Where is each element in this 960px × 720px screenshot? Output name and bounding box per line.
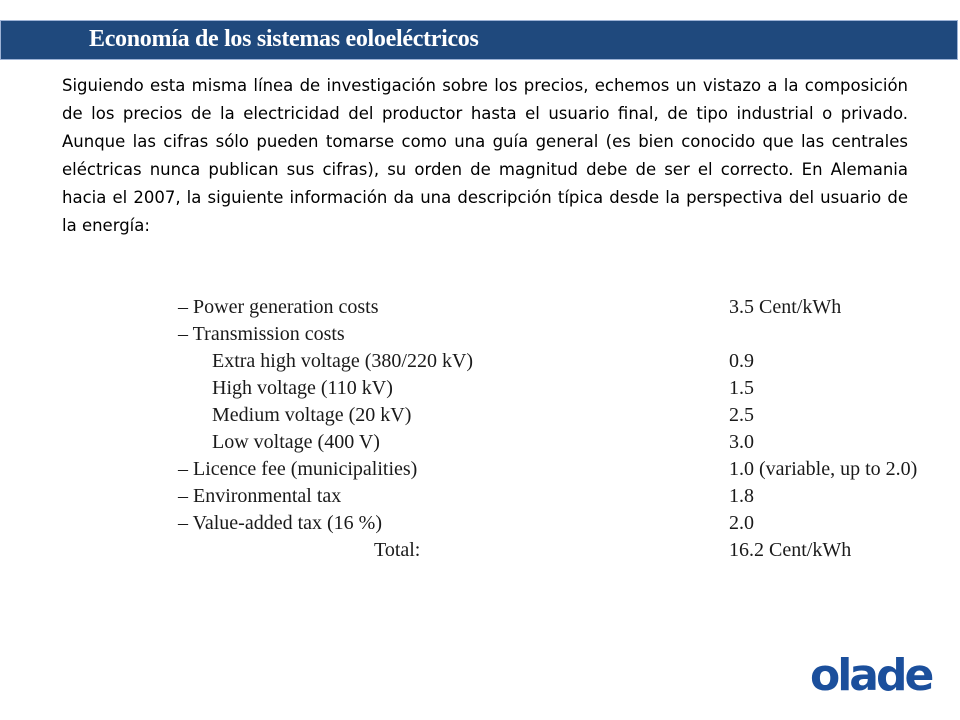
olade-logo: olade xyxy=(810,650,932,701)
table-row xyxy=(178,483,917,510)
row-label: – Environmental tax xyxy=(178,485,342,507)
row-value: 1.0 (variable, up to 2.0) xyxy=(729,458,918,480)
row-value: 3.0 xyxy=(729,431,754,453)
total-value: 16.2 Cent/kWh xyxy=(729,539,852,561)
row-label: Medium voltage (20 kV) xyxy=(212,404,412,426)
title-bar xyxy=(0,20,958,60)
table-row xyxy=(178,402,917,429)
cost-breakdown-table xyxy=(178,294,917,564)
table-row xyxy=(178,321,917,348)
row-value xyxy=(729,321,917,348)
row-label: – Power generation costs xyxy=(178,296,379,318)
row-label: – Licence fee (municipalities) xyxy=(178,458,418,480)
row-label: Extra high voltage (380/220 kV) xyxy=(212,350,474,372)
row-label: High voltage (110 kV) xyxy=(212,377,393,399)
table-row xyxy=(178,348,917,375)
table-row xyxy=(178,510,917,537)
row-value: 0.9 xyxy=(729,350,754,372)
intro-paragraph: Siguiendo esta misma línea de investigación sobre los precios, echemos un vistazo a la composición de los precios de la electricidad del productor hasta el usuario final, de tipo industrial o privado. Aunque las cifras sólo pueden tomarse como una guía general (es bien conocido que las centrales eléctricas nunca publican sus cifras), su orden de magnitud debe de ser el correcto. En Alemania hacia el 2007, la siguiente información da una descripción típica desde la perspectiva del usuario de la energía: xyxy=(62,76,908,235)
table-row xyxy=(178,294,917,321)
table-row xyxy=(178,456,917,483)
row-label: – Transmission costs xyxy=(178,323,345,345)
page-title: Economía de los sistemas eoloeléctricos xyxy=(89,26,479,52)
total-row xyxy=(178,537,917,564)
table-row xyxy=(178,429,917,456)
row-value: 3.5 Cent/kWh xyxy=(729,296,842,318)
row-value: 1.8 xyxy=(729,485,754,507)
row-label: – Value-added tax (16 %) xyxy=(178,512,383,534)
row-label: Low voltage (400 V) xyxy=(212,431,380,453)
row-value: 2.5 xyxy=(729,404,754,426)
total-label: Total: xyxy=(374,539,421,561)
row-value: 1.5 xyxy=(729,377,754,399)
table-row xyxy=(178,375,917,402)
row-value: 2.0 xyxy=(729,512,754,534)
